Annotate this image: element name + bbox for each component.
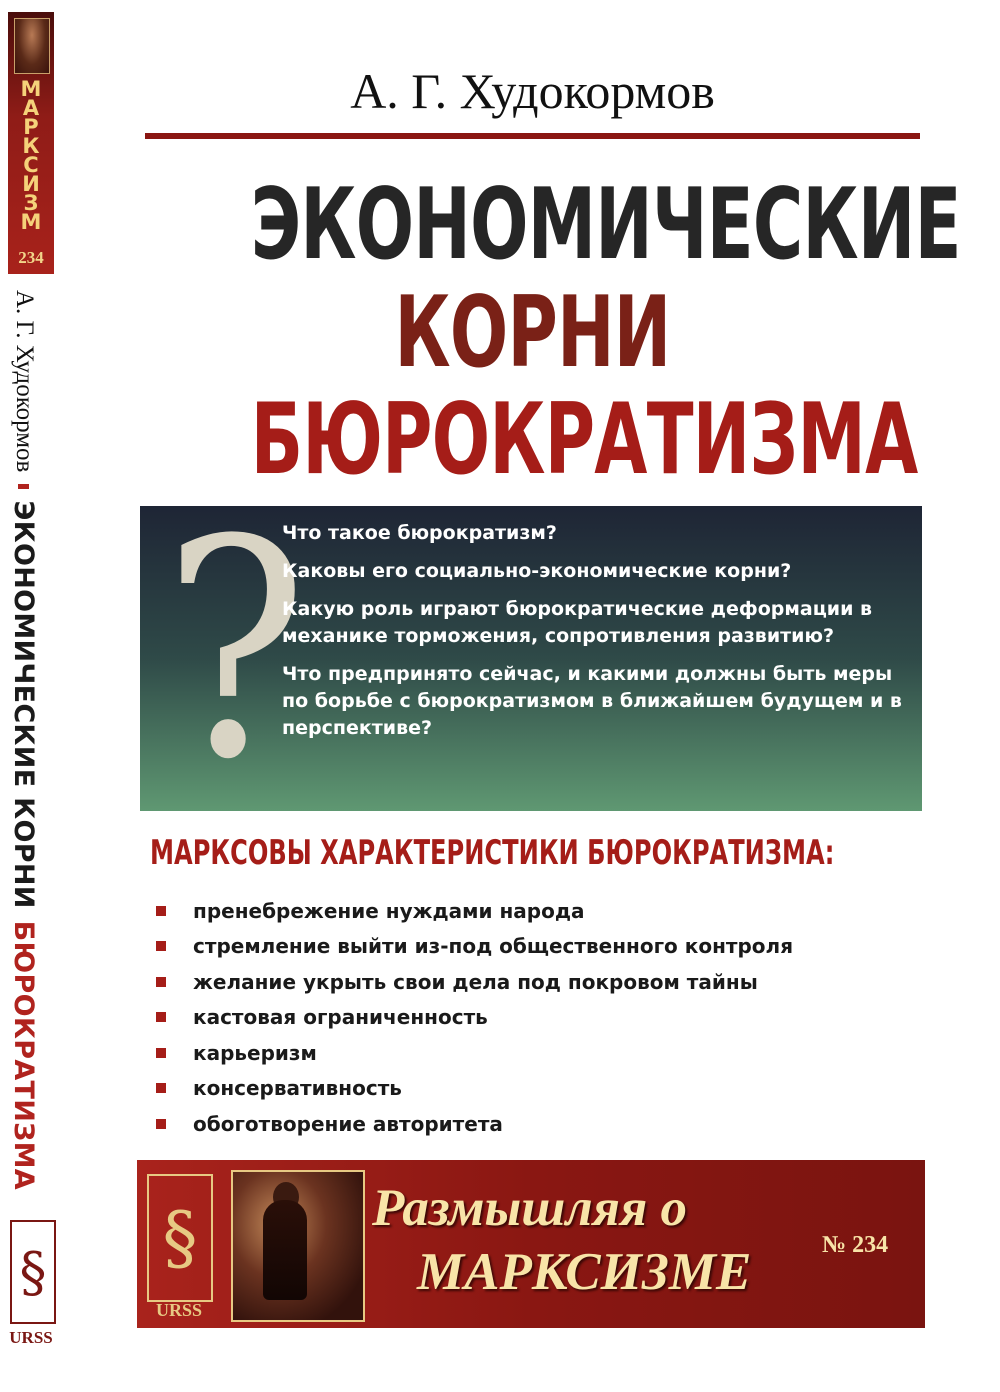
urss-logo-icon: § xyxy=(147,1174,213,1302)
characteristic-text: обоготворение авторитета xyxy=(193,1111,503,1136)
characteristic-text: желание укрыть свои дела под покровом тайны xyxy=(193,969,758,994)
spine-title-part2: БЮРОКРАТИЗМА xyxy=(8,920,40,1190)
spine-letter: М xyxy=(20,77,42,101)
bullet-square-icon xyxy=(156,1083,166,1093)
list-item xyxy=(150,1000,920,1036)
list-item xyxy=(150,893,920,929)
list-item xyxy=(150,929,920,965)
spine-title-part1: ЭКОНОМИЧЕСКИЕ КОРНИ xyxy=(8,500,40,909)
series-title-line-1: Размышляя о xyxy=(372,1179,687,1237)
characteristic-text: карьеризм xyxy=(193,1040,317,1065)
spine-title-row xyxy=(4,290,44,1190)
portrait-figure-shape xyxy=(263,1200,307,1300)
spine-letter: С xyxy=(23,153,39,177)
series-number: № 234 xyxy=(822,1232,889,1258)
questions-list xyxy=(282,520,912,753)
question-item: Каковы его социально-экономические корни? xyxy=(282,560,792,582)
author-name: А. Г. Худокормов xyxy=(350,63,715,119)
spine-letter: Р xyxy=(23,115,39,139)
divider xyxy=(145,133,920,139)
question-item: Что предпринято сейчас, и какими должны быть меры по борьбе с бюрократизмом в ближайшем будущем и в перспективе? xyxy=(282,663,902,739)
series-banner xyxy=(137,1160,925,1328)
question-item: Какую роль играют бюрократические деформации в механике торможения, сопротивления развитию? xyxy=(282,598,873,647)
book-spine xyxy=(0,0,58,1392)
spine-publisher: URSS xyxy=(9,1328,53,1347)
list-item xyxy=(150,964,920,1000)
spine-letter: А xyxy=(22,96,40,120)
characteristic-text: пренебрежение нуждами народа xyxy=(193,898,585,923)
spine-series-number: 234 xyxy=(18,248,44,267)
list-item xyxy=(150,1035,920,1071)
list-item xyxy=(150,1106,920,1142)
title-line-1: ЭКОНОМИЧЕСКИЕ xyxy=(250,168,961,282)
characteristics-list xyxy=(150,893,920,1142)
title-line-3: БЮРОКРАТИЗМА xyxy=(250,383,918,497)
question-item: Что такое бюрократизм? xyxy=(282,522,557,544)
bullet-square-icon xyxy=(156,977,166,987)
bullet-square-icon xyxy=(156,1048,166,1058)
bullet-square-icon xyxy=(19,484,30,488)
characteristic-text: кастовая ограниченность xyxy=(193,1005,488,1030)
spine-author: А. Г. Худокормов xyxy=(11,290,38,473)
spine-letter: М xyxy=(20,210,42,234)
title-line-2: КОРНИ xyxy=(394,276,671,390)
spine-letter: И xyxy=(22,172,40,196)
bullet-square-icon xyxy=(156,906,166,916)
spine-portrait-icon xyxy=(14,18,50,74)
bullet-square-icon xyxy=(156,1119,166,1129)
list-item xyxy=(150,1071,920,1107)
question-mark-icon: ? xyxy=(163,476,308,825)
spine-letter: З xyxy=(23,191,39,215)
characteristic-text: стремление выйти из-под общественного контроля xyxy=(193,934,794,959)
banner-publisher: URSS xyxy=(155,1300,203,1320)
spine-letter: К xyxy=(22,134,40,158)
urss-logo-icon: § xyxy=(10,1220,56,1324)
bullet-square-icon xyxy=(156,941,166,951)
series-title-line-2: МАРКСИЗМЕ xyxy=(417,1243,752,1301)
questions-panel xyxy=(140,476,922,825)
bullet-square-icon xyxy=(156,1012,166,1022)
spine-series-label xyxy=(8,77,54,250)
characteristic-text: консервативность xyxy=(193,1076,402,1101)
characteristics-heading: МАРКСОВЫ ХАРАКТЕРИСТИКИ БЮРОКРАТИЗМА: xyxy=(150,833,835,873)
marx-portrait-icon xyxy=(231,1170,365,1322)
